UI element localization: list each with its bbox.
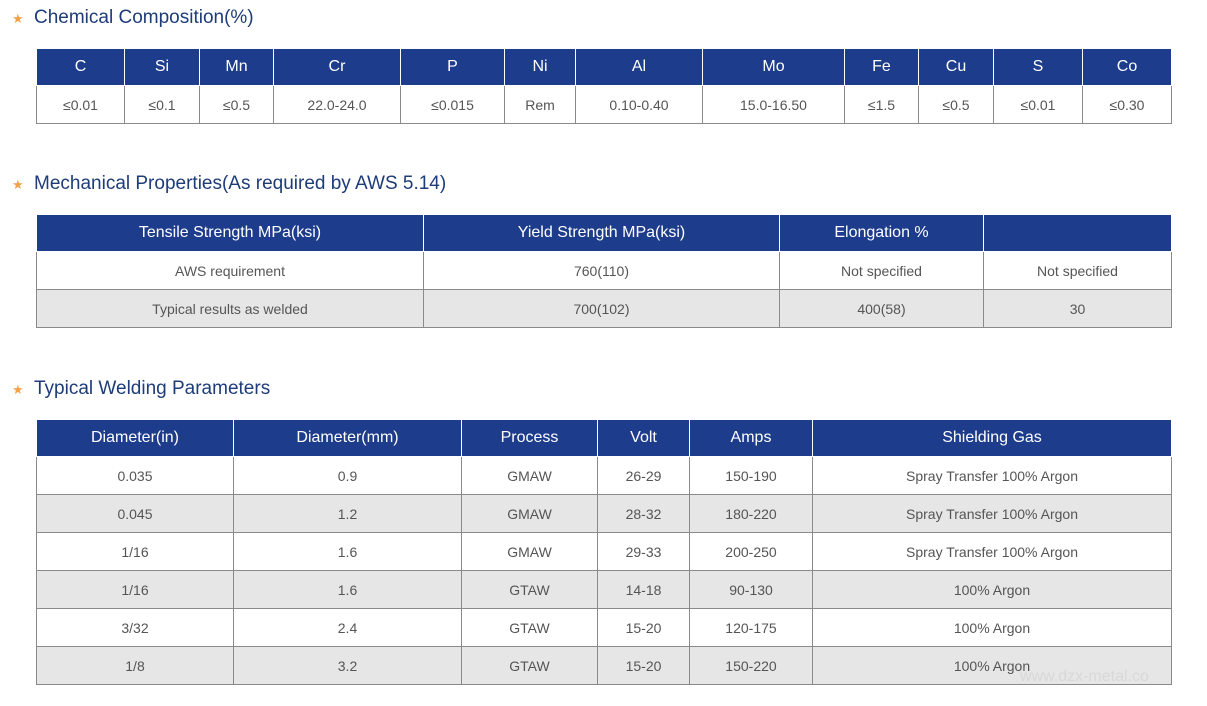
table-row (37, 252, 1172, 290)
table-row (37, 457, 1172, 495)
table-cell: 1.6 (234, 571, 462, 609)
table-cell: 120-175 (690, 609, 813, 647)
table-row (37, 647, 1172, 685)
table-cell: 760(110) (424, 252, 780, 290)
table-cell: 14-18 (598, 571, 690, 609)
table-cell: AWS requirement (37, 252, 424, 290)
star-icon: ★ (12, 176, 24, 192)
table-row (37, 609, 1172, 647)
chemical-title: Chemical Composition(%) (34, 7, 254, 28)
column-header: Mn (200, 49, 274, 86)
table-cell: Spray Transfer 100% Argon (813, 533, 1172, 571)
column-header: Shielding Gas (813, 420, 1172, 457)
star-icon: ★ (12, 381, 24, 397)
section-title-chemical (12, 6, 254, 30)
table-cell: 1.6 (234, 533, 462, 571)
table-cell: ≤0.5 (919, 86, 994, 124)
table-cell: 400(58) (780, 290, 984, 328)
table-cell: Typical results as welded (37, 290, 424, 328)
table-cell: ≤1.5 (845, 86, 919, 124)
table-cell: 1/16 (37, 571, 234, 609)
table-row (37, 86, 1172, 124)
table-cell: ≤0.1 (125, 86, 200, 124)
table-cell: 22.0-24.0 (274, 86, 401, 124)
table-cell: Spray Transfer 100% Argon (813, 457, 1172, 495)
table-header-row (37, 420, 1172, 457)
table-header-row (37, 49, 1172, 86)
column-header: Yield Strength MPa(ksi) (424, 215, 780, 252)
table-cell: 100% Argon (813, 647, 1172, 685)
table-cell: Not specified (984, 252, 1172, 290)
table-cell: GTAW (462, 571, 598, 609)
table-cell: 150-220 (690, 647, 813, 685)
column-header: Al (576, 49, 703, 86)
table-row (37, 571, 1172, 609)
table-cell: 15-20 (598, 609, 690, 647)
table-cell: 1.2 (234, 495, 462, 533)
column-header: Process (462, 420, 598, 457)
table-cell: 100% Argon (813, 609, 1172, 647)
column-header (984, 215, 1172, 252)
column-header: Elongation % (780, 215, 984, 252)
table-cell: 3.2 (234, 647, 462, 685)
table-cell: ≤0.015 (401, 86, 505, 124)
table-cell: 200-250 (690, 533, 813, 571)
column-header: Si (125, 49, 200, 86)
table-cell: ≤0.01 (37, 86, 125, 124)
table-cell: 28-32 (598, 495, 690, 533)
column-header: C (37, 49, 125, 86)
table-cell: ≤0.01 (994, 86, 1083, 124)
column-header: Amps (690, 420, 813, 457)
table-cell: 150-190 (690, 457, 813, 495)
table-cell: 0.045 (37, 495, 234, 533)
mechanical-title: Mechanical Properties(As required by AWS 5.14) (34, 173, 447, 194)
column-header: Tensile Strength MPa(ksi) (37, 215, 424, 252)
table-cell: 90-130 (690, 571, 813, 609)
table-cell: 180-220 (690, 495, 813, 533)
table-cell: 3/32 (37, 609, 234, 647)
table-cell: GMAW (462, 533, 598, 571)
table-cell: GMAW (462, 457, 598, 495)
table-cell: 30 (984, 290, 1172, 328)
column-header: Fe (845, 49, 919, 86)
table-cell: 1/16 (37, 533, 234, 571)
table-cell: 0.035 (37, 457, 234, 495)
table-cell: GTAW (462, 647, 598, 685)
section-title-mechanical (12, 172, 446, 196)
table-cell: GMAW (462, 495, 598, 533)
table-cell: Spray Transfer 100% Argon (813, 495, 1172, 533)
table-cell: 2.4 (234, 609, 462, 647)
welding-title: Typical Welding Parameters (34, 378, 271, 399)
column-header: S (994, 49, 1083, 86)
column-header: Cu (919, 49, 994, 86)
column-header: Cr (274, 49, 401, 86)
table-cell: 0.9 (234, 457, 462, 495)
table-cell: 15-20 (598, 647, 690, 685)
mechanical-properties-table (36, 214, 1172, 328)
table-header-row (37, 215, 1172, 252)
table-cell: 0.10-0.40 (576, 86, 703, 124)
column-header: Co (1083, 49, 1172, 86)
column-header: Ni (505, 49, 576, 86)
table-row (37, 533, 1172, 571)
star-icon: ★ (12, 10, 24, 26)
table-cell: GTAW (462, 609, 598, 647)
table-cell: Not specified (780, 252, 984, 290)
table-row (37, 495, 1172, 533)
table-cell: 26-29 (598, 457, 690, 495)
table-cell: ≤0.30 (1083, 86, 1172, 124)
column-header: Diameter(in) (37, 420, 234, 457)
column-header: Volt (598, 420, 690, 457)
table-row (37, 290, 1172, 328)
table-cell: 1/8 (37, 647, 234, 685)
column-header: Mo (703, 49, 845, 86)
column-header: P (401, 49, 505, 86)
chemical-composition-table (36, 48, 1172, 124)
table-cell: ≤0.5 (200, 86, 274, 124)
table-cell: 29-33 (598, 533, 690, 571)
table-cell: Rem (505, 86, 576, 124)
table-cell: 700(102) (424, 290, 780, 328)
column-header: Diameter(mm) (234, 420, 462, 457)
table-cell: 100% Argon (813, 571, 1172, 609)
section-title-welding (12, 377, 270, 401)
welding-parameters-table (36, 419, 1172, 685)
watermark: www.dzx-metal.co (1020, 668, 1149, 685)
table-cell: 15.0-16.50 (703, 86, 845, 124)
